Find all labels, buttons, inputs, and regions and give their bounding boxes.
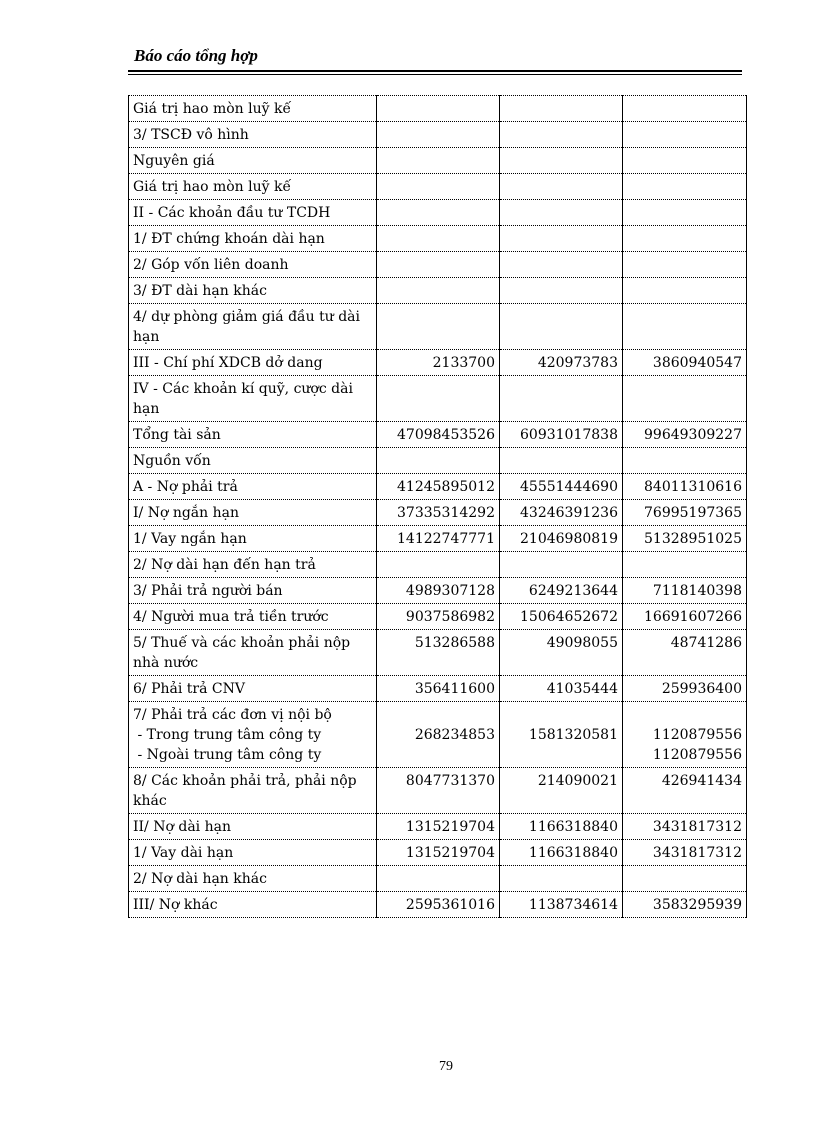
table-row	[129, 866, 747, 892]
value-col-3: 7118140398	[623, 578, 747, 604]
value-col-1	[377, 96, 500, 122]
row-label: 4/ dự phòng giảm giá đầu tư dài hạn	[129, 304, 377, 350]
table-row	[129, 96, 747, 122]
row-label: Nguồn vốn	[129, 448, 377, 474]
value-col-3	[623, 252, 747, 278]
row-label: I/ Nợ ngắn hạn	[129, 500, 377, 526]
header-rule	[128, 70, 742, 72]
value-col-1: 47098453526	[377, 422, 500, 448]
value-col-2	[500, 174, 623, 200]
value-col-1: 268234853	[377, 702, 500, 768]
value-col-2	[500, 866, 623, 892]
value-col-2	[500, 122, 623, 148]
row-label: 3/ TSCĐ vô hình	[129, 122, 377, 148]
value-col-2	[500, 96, 623, 122]
value-col-1	[377, 866, 500, 892]
row-label: Giá trị hao mòn luỹ kế	[129, 96, 377, 122]
table-row	[129, 578, 747, 604]
table-row	[129, 702, 747, 768]
value-col-3	[623, 304, 747, 350]
value-col-1: 2133700	[377, 350, 500, 376]
value-col-1	[377, 174, 500, 200]
table-row	[129, 122, 747, 148]
table-row	[129, 474, 747, 500]
row-label: 2/ Nợ dài hạn khác	[129, 866, 377, 892]
row-label: 8/ Các khoản phải trả, phải nộp khác	[129, 768, 377, 814]
value-col-3	[623, 866, 747, 892]
value-col-2: 1166318840	[500, 814, 623, 840]
table-row	[129, 552, 747, 578]
value-col-1: 41245895012	[377, 474, 500, 500]
value-col-2	[500, 252, 623, 278]
value-col-3	[623, 376, 747, 422]
value-col-2	[500, 148, 623, 174]
value-col-3	[623, 96, 747, 122]
value-col-1	[377, 304, 500, 350]
value-col-1: 4989307128	[377, 578, 500, 604]
value-col-2: 1166318840	[500, 840, 623, 866]
row-label: 1/ Vay dài hạn	[129, 840, 377, 866]
table-row	[129, 840, 747, 866]
row-label: 5/ Thuế và các khoản phải nộp nhà nước	[129, 630, 377, 676]
value-col-1	[377, 278, 500, 304]
balance-sheet-table	[128, 95, 747, 918]
table-row	[129, 252, 747, 278]
table-row	[129, 350, 747, 376]
value-col-1	[377, 226, 500, 252]
value-line: 1120879556	[652, 747, 742, 763]
value-col-3: 3860940547	[623, 350, 747, 376]
value-col-2: 60931017838	[500, 422, 623, 448]
header-rule-thin	[128, 74, 742, 75]
value-col-1	[377, 552, 500, 578]
table-row	[129, 604, 747, 630]
row-label: Giá trị hao mòn luỹ kế	[129, 174, 377, 200]
value-col-2	[500, 278, 623, 304]
row-label: III/ Nợ khác	[129, 892, 377, 918]
value-col-2: 21046980819	[500, 526, 623, 552]
table-row	[129, 200, 747, 226]
value-col-3	[623, 148, 747, 174]
value-col-2: 214090021	[500, 768, 623, 814]
value-col-1: 8047731370	[377, 768, 500, 814]
value-col-2: 45551444690	[500, 474, 623, 500]
row-label-line: - Trong trung tâm công ty	[133, 727, 322, 743]
value-col-3	[623, 552, 747, 578]
value-col-3	[623, 278, 747, 304]
row-label: 3/ ĐT dài hạn khác	[129, 278, 377, 304]
value-col-3: 16691607266	[623, 604, 747, 630]
value-col-3: 84011310616	[623, 474, 747, 500]
row-label: 1/ ĐT chứng khoán dài hạn	[129, 226, 377, 252]
value-col-2: 43246391236	[500, 500, 623, 526]
value-col-1: 37335314292	[377, 500, 500, 526]
value-col-1	[377, 448, 500, 474]
value-col-1	[377, 200, 500, 226]
value-col-1: 356411600	[377, 676, 500, 702]
value-col-1: 9037586982	[377, 604, 500, 630]
value-col-3	[623, 702, 747, 768]
row-label: 2/ Nợ dài hạn đến hạn trả	[129, 552, 377, 578]
value-col-2	[500, 200, 623, 226]
row-label: II/ Nợ dài hạn	[129, 814, 377, 840]
table-row	[129, 304, 747, 350]
table-row	[129, 226, 747, 252]
value-col-2: 1138734614	[500, 892, 623, 918]
value-col-3: 51328951025	[623, 526, 747, 552]
table-row	[129, 892, 747, 918]
table-row	[129, 278, 747, 304]
value-col-1: 14122747771	[377, 526, 500, 552]
row-label: 1/ Vay ngắn hạn	[129, 526, 377, 552]
row-label: Nguyên giá	[129, 148, 377, 174]
value-col-1	[377, 148, 500, 174]
value-col-3: 48741286	[623, 630, 747, 676]
value-col-3: 426941434	[623, 768, 747, 814]
row-label	[129, 702, 377, 768]
row-label: 6/ Phải trả CNV	[129, 676, 377, 702]
table-row	[129, 814, 747, 840]
value-col-3: 99649309227	[623, 422, 747, 448]
table-row	[129, 500, 747, 526]
value-col-2: 41035444	[500, 676, 623, 702]
value-col-2: 420973783	[500, 350, 623, 376]
value-col-2: 1581320581	[500, 702, 623, 768]
table-row	[129, 174, 747, 200]
row-label-line: - Ngoài trung tâm công ty	[133, 747, 322, 763]
report-header-title: Báo cáo tổng hợp	[134, 46, 258, 65]
value-col-1: 2595361016	[377, 892, 500, 918]
value-col-1: 1315219704	[377, 814, 500, 840]
value-col-3: 3583295939	[623, 892, 747, 918]
row-label: 2/ Góp vốn liên doanh	[129, 252, 377, 278]
row-label: A - Nợ phải trả	[129, 474, 377, 500]
value-col-2	[500, 304, 623, 350]
value-col-2: 6249213644	[500, 578, 623, 604]
value-col-3	[623, 200, 747, 226]
table-row	[129, 526, 747, 552]
value-col-3: 3431817312	[623, 840, 747, 866]
row-label: II - Các khoản đầu tư TCDH	[129, 200, 377, 226]
table-row	[129, 448, 747, 474]
page-number: 79	[439, 1059, 453, 1074]
value-col-1: 513286588	[377, 630, 500, 676]
value-col-2: 49098055	[500, 630, 623, 676]
value-col-3: 76995197365	[623, 500, 747, 526]
row-label: 4/ Người mua trả tiền trước	[129, 604, 377, 630]
table-row	[129, 376, 747, 422]
value-col-2	[500, 448, 623, 474]
value-col-2	[500, 226, 623, 252]
value-col-2	[500, 376, 623, 422]
table-row	[129, 676, 747, 702]
value-col-3	[623, 122, 747, 148]
value-col-3	[623, 226, 747, 252]
table-row	[129, 422, 747, 448]
table-row	[129, 768, 747, 814]
value-col-3: 259936400	[623, 676, 747, 702]
value-col-1	[377, 376, 500, 422]
value-line: 1120879556	[652, 727, 742, 743]
value-col-3: 3431817312	[623, 814, 747, 840]
row-label: Tổng tài sản	[129, 422, 377, 448]
row-label: IV - Các khoản kí quỹ, cược dài hạn	[129, 376, 377, 422]
table-row	[129, 148, 747, 174]
row-label-line: 7/ Phải trả các đơn vị nội bộ	[133, 707, 332, 723]
row-label: III - Chí phí XDCB dở dang	[129, 350, 377, 376]
value-col-1	[377, 252, 500, 278]
value-col-3	[623, 174, 747, 200]
value-col-3	[623, 448, 747, 474]
value-col-1: 1315219704	[377, 840, 500, 866]
value-col-2	[500, 552, 623, 578]
row-label: 3/ Phải trả người bán	[129, 578, 377, 604]
table-row	[129, 630, 747, 676]
value-col-2: 15064652672	[500, 604, 623, 630]
value-col-1	[377, 122, 500, 148]
